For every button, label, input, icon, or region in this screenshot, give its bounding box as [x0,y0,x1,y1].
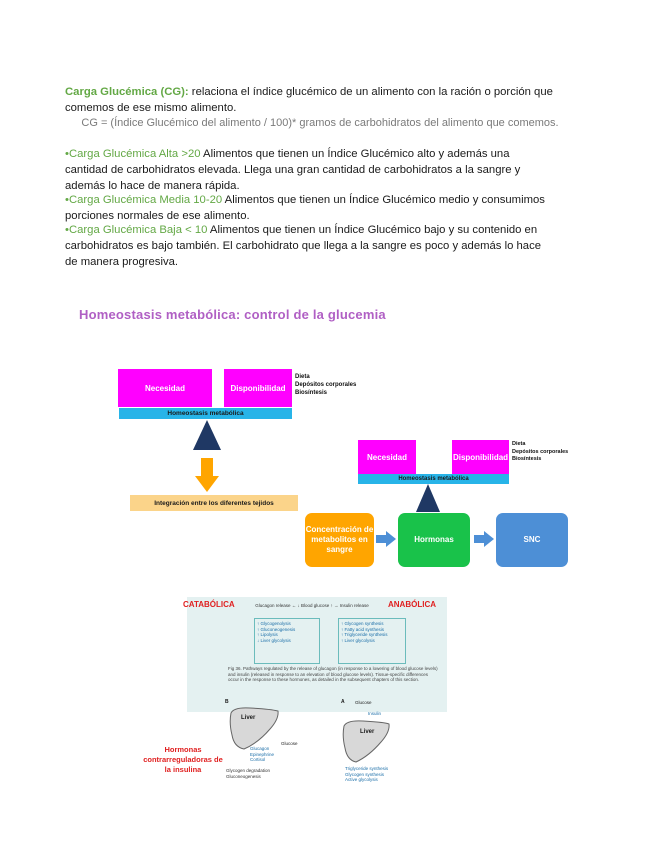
anabolic-pathways [338,618,406,664]
list-item: Dieta [295,374,310,380]
cg-alta-body: Alimentos que tienen un Índice Glucémico alto y además una cantidad de carbohidratos elevada. Llega una gran cantidad de carbohidratos a la sangre y además lo hace de manera rápida. [65,148,521,192]
hormonas-contrarreguladoras-label: Hormonas contrarreguladoras de la insulina [143,745,223,774]
homeostasis-bar: Homeostasis metabólica [119,408,292,419]
homeostasis-bar-2: Homeostasis metabólica [358,474,509,484]
snc-box: SNC [496,513,568,567]
hormone-item: Epinephrine [250,751,275,757]
list-item: Biosíntesis [295,390,328,396]
insulin-label: Insulin [368,711,382,716]
list-item: Depósitos corporales [295,382,357,388]
cg-baja-body: Alimentos que tienen un Índice Glucémico bajo y su contenido en carbohidratos es bajo también. El carbohidrato que llega a la sangre es poco y además lo hace de manera progresiva. [65,224,542,268]
disponibilidad-box-2: Disponibilidad [452,440,509,474]
liver-label: Liver [360,729,375,735]
necesidad-box-2: Necesidad [358,440,416,474]
figure-header: Glucagon release ← ↓ Blood glucose ↑ → Insulin release [255,603,369,608]
panel-b-label: B [225,699,229,705]
anabolica-label: ANABÓLICA [388,600,436,609]
hormonas-box: Hormonas [398,513,470,567]
section-title: Homeostasis metabólica: control de la glucemia [79,307,386,322]
pathway-item: ↑ Glycogen synthesis [341,621,384,626]
necesidad-box: Necesidad [118,369,212,407]
liver-label: Liver [241,715,256,721]
panel-a-label: A [341,699,345,705]
cg-media-label: •Carga Glucémica Media 10-20 [65,194,223,206]
list-item: Biosíntesis [512,456,542,462]
integracion-box: Integración entre los diferentes tejidos [130,495,298,511]
paragraph-cg-media [65,192,555,224]
hormone-item: Glucagon [250,746,270,751]
right-arrow-icon [474,531,494,547]
cg-alta-label: •Carga Glucémica Alta >20 [65,148,201,160]
pathway-item: ↑ Glycogenolysis [257,621,291,626]
cg-media-body: Alimentos que tienen un Índice Glucémico medio y consumimos porciones normales de ese alimento. [65,194,545,222]
pathway-item: ↑ Lipolysis [257,632,278,637]
down-arrow-icon [195,458,219,492]
process-item: Glycogen degradation [226,768,271,773]
paragraph-cg-baja [65,222,555,270]
right-arrow-icon [376,531,396,547]
glucose-in-label: Glucose [355,700,372,705]
pathway-item: ↑ Fatty acid synthesis [341,626,385,632]
figure-caption: Fig 36. Pathways regulated by the release of glucagon (in response to a lowering of blood glucose levels) and insulin (released in response to an elevation of blood glucose levels). Tissue-specific differences occur in the response to these hormones, as detailed in the subsequent chapters of this section. [228,666,438,682]
liver-a-processes [345,766,388,783]
pathway-item: ↑ Liver glycolysis [341,637,375,643]
paragraph-carga-glucemica [65,84,555,116]
pathway-item: ↑ Gluconeogenesis [257,626,296,632]
balance-fulcrum-icon [193,420,221,450]
cg-definition: relaciona el índice glucémico de un alimento con la ración o porción que comemos de ese mismo alimento. [65,86,553,114]
liver-icon [228,705,280,751]
process-item: Gluconeogenesis [226,773,261,779]
glucose-out-label: Glucose [281,741,298,746]
catabolic-pathways [254,618,320,664]
process-item: Glycogen synthesis [345,771,385,777]
cg-title: Carga Glucémica (CG): [65,86,189,98]
cg-formula: CG = (Índice Glucémico del alimento / 100)* gramos de carbohidratos del alimento que comemos. [81,117,559,129]
process-item: Triglyceride synthesis [345,766,389,771]
counter-hormones-list [250,746,274,763]
concentracion-box: Concentración de metabolitos en sangre [305,513,374,567]
balance-fulcrum-icon-2 [416,484,440,512]
paragraph-cg-alta [65,146,555,194]
liver-b-processes [226,768,270,779]
list-item: Depósitos corporales [512,448,569,455]
cg-baja-label: •Carga Glucémica Baja < 10 [65,224,208,236]
pathway-item: ↓ Liver glycolysis [257,637,291,643]
diagram2-list [512,441,568,464]
liver-icon [341,718,391,764]
pathway-item: ↑ Triglyceride synthesis [341,632,388,637]
disponibilidad-box: Disponibilidad [224,369,292,407]
diagram1-list [295,373,356,397]
hormone-item: Cortisol [250,757,266,762]
catabolica-label: CATABÓLICA [183,600,235,609]
process-item: Active glycolysis [345,777,378,782]
list-item: Dieta [512,441,526,447]
